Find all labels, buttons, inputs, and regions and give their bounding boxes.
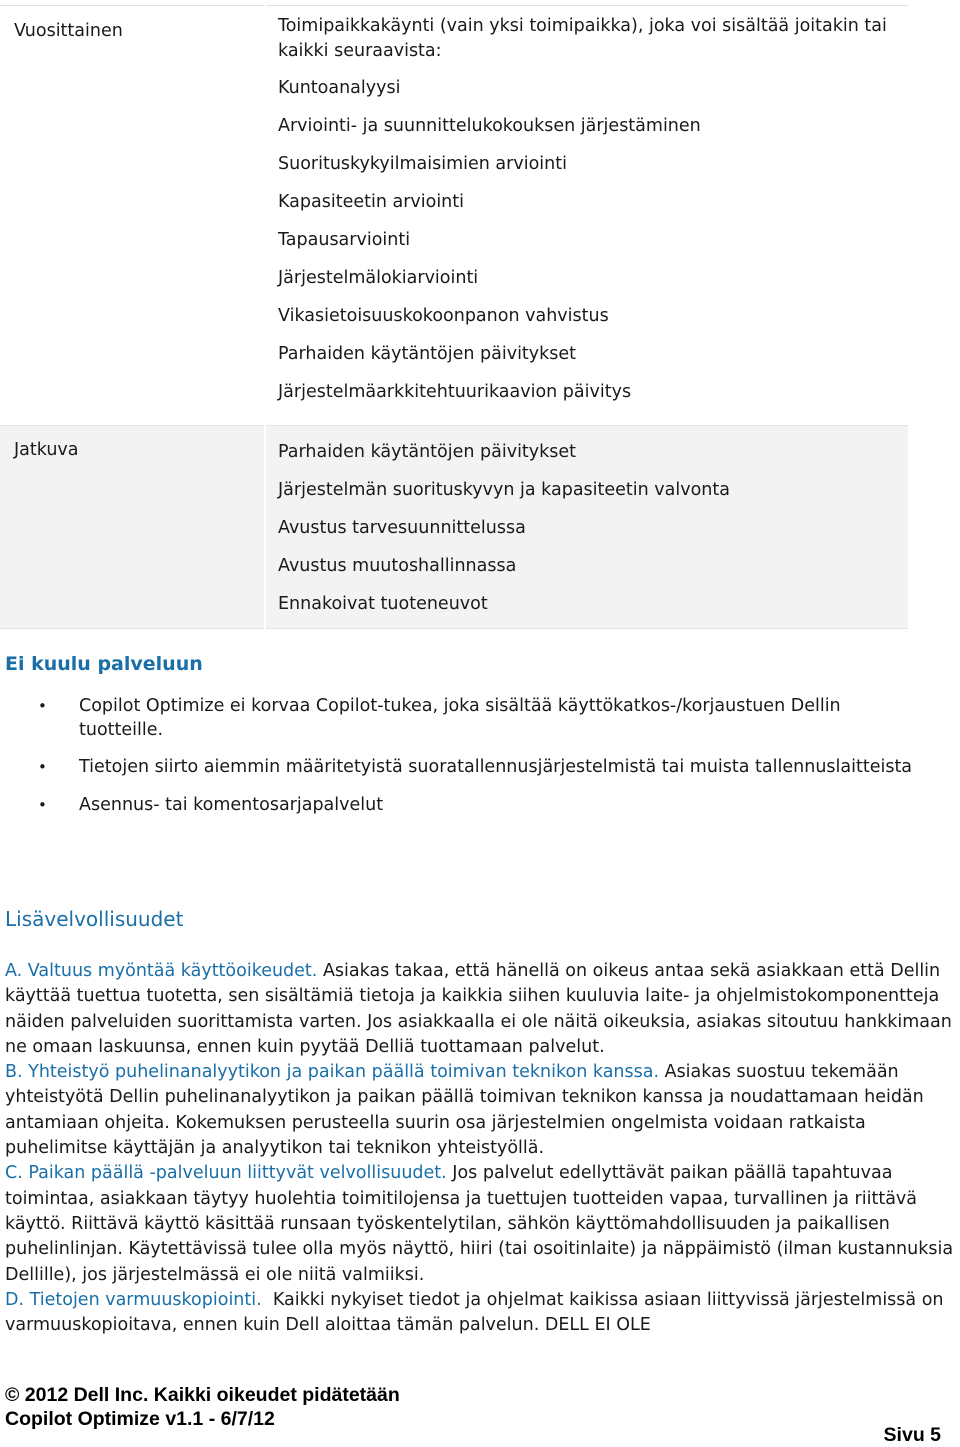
list-item: Järjestelmäarkkitehtuurikaavion päivitys (278, 382, 632, 402)
footer-copyright: © 2012 Dell Inc. Kaikki oikeudet pidätetään (5, 1384, 400, 1406)
duty-c (5, 1161, 960, 1287)
row-content (265, 6, 908, 426)
list-item: Suorituskykyilmaisimien arviointi (278, 154, 567, 174)
list-item: • Tietojen siirto aiemmin määritetyistä suoratallennusjärjestelmistä tai muista tallennuslaitteista (38, 755, 928, 779)
duty-d-body: Kaikki nykyiset tiedot ja ohjelmat kaikissa asiaan liittyvissä järjestelmissä on varmuuskopioitava, ennen kuin Dell aloittaa tämän palvelun. DELL EI OLE (5, 1289, 950, 1336)
duty-b-body: Asiakas suostuu tekemään yhteistyötä Dellin puhelinanalyytikon ja paikan päällä toimivan teknikon kanssa ja noudattamaan heidän antamiaan ohjeita. Kokemuksen perusteella suurin osa järjestelmien ongelmista voidaan ratkaista puhelimitse käyttäjän ja analyytikon tai teknikon yhteistyöllä. (5, 1062, 924, 1159)
duty-a-body: Asiakas takaa, että hänellä on oikeus antaa sekä asiakkaan että Dellin käyttää tuettua tuotetta, sen sisältämiä tietoja ja kaikkia siihen kuuluvia laite- ja ohjelmistokomponentteja näiden palveluiden suorittamista varten. Jos asiakkaalla ei ole näitä oikeuksia, asiakas sitoutuu hankkimaan ne omaan laskuunsa, ennen kuin pyytää Delliä tuottamaan palvelut. (5, 961, 952, 1057)
duty-c-title: C. Paikan päällä -palveluun liittyvät velvollisuudet. (5, 1163, 447, 1184)
list-item: Arviointi- ja suunnittelukokouksen järjestäminen (278, 116, 701, 136)
list-item: Avustus muutoshallinnassa (278, 556, 517, 576)
page-number: Sivu 5 (883, 1424, 941, 1446)
duty-d (5, 1288, 960, 1339)
list-item: Järjestelmälokiarviointi (278, 268, 479, 288)
list-item: • Copilot Optimize ei korvaa Copilot-tukea, joka sisältää käyttökatkos-/korjaustuen Dellin tuotteille. (38, 694, 928, 742)
list-item: Parhaiden käytäntöjen päivitykset (278, 442, 577, 462)
duty-a-title: A. Valtuus myöntää käyttöoikeudet. (5, 961, 318, 981)
row-label: Vuosittainen (0, 6, 265, 426)
list-item: Vikasietoisuuskokoonpanon vahvistus (278, 306, 609, 326)
table-row-annual (0, 6, 908, 426)
list-item: Parhaiden käytäntöjen päivitykset (278, 344, 577, 364)
duties-heading: Lisävelvollisuudet (5, 907, 184, 931)
list-item: Ennakoivat tuoteneuvot (278, 594, 488, 614)
list-item: Järjestelmän suorituskyvyn ja kapasiteetin valvonta (278, 480, 730, 500)
list-item: Kapasiteetin arviointi (278, 192, 464, 212)
list-item: Avustus tarvesuunnittelussa (278, 518, 526, 538)
service-schedule-table (0, 5, 908, 629)
list-item: Tapausarviointi (278, 230, 411, 250)
row-intro: Toimipaikkakäynti (vain yksi toimipaikka), joka voi sisältää joitakin tai kaikki seuraavista: (278, 16, 887, 61)
duties-section (5, 959, 960, 1338)
list-item: Kuntoanalyysi (278, 78, 401, 98)
exclusions-list (38, 694, 928, 817)
duty-d-title: D. Tietojen varmuuskopiointi. (5, 1289, 262, 1310)
row-content (265, 426, 908, 629)
row-label: Jatkuva (0, 426, 265, 629)
table-row-continuous (0, 426, 908, 629)
footer-product-version: Copilot Optimize v1.1 - 6/7/12 (5, 1408, 275, 1430)
duty-c-body: Jos palvelut edellyttävät paikan päällä tapahtuvaa toimintaa, asiakkaan täytyy huolehtia toimitilojensa ja tuettujen tuotteiden vapaa, turvallinen ja riittävä käyttö. Riittävä käyttö käsittää runsaan työskentelytilan, sähkön käyttömahdollisuuden ja paikallisen puhelinlinjan. Käytettävissä tulee olla myös näyttö, hiiri (tai osoitinlaite) ja näppäimistö (ilman kustannuksia Dellille), jos järjestelmässä ei ole niitä valmiiksi. (5, 1163, 954, 1285)
duty-b (5, 1060, 960, 1161)
list-item: • Asennus- tai komentosarjapalvelut (38, 793, 928, 817)
duty-a (5, 959, 960, 1060)
duty-b-title: B. Yhteistyö puhelinanalyytikon ja paikan päällä toimivan teknikon kanssa. (5, 1062, 660, 1083)
exclusions-heading: Ei kuulu palveluun (5, 653, 203, 675)
